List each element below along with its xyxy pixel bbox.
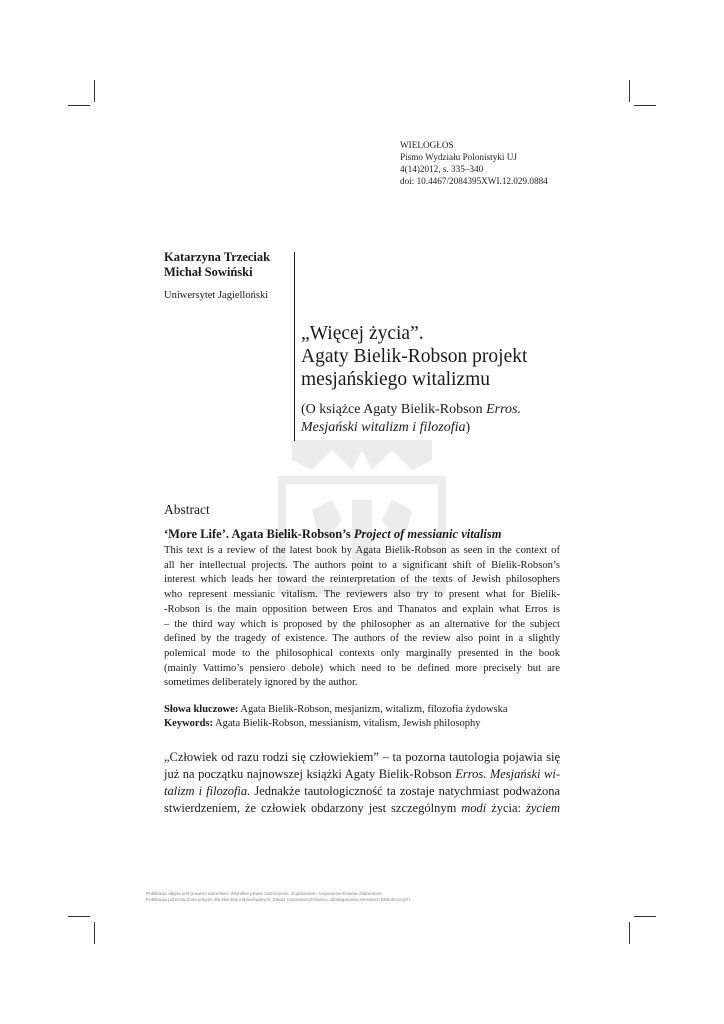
crop-mark [629, 922, 630, 944]
abstract-line: (mainly Vattimo’s pensiero debole) which need to be defined more precisely but are [164, 662, 560, 674]
abstract-body [164, 544, 560, 691]
body-italic-span: modi [461, 801, 487, 815]
title-line: mesjańskiego witalizmu [301, 369, 491, 390]
title-divider [294, 252, 295, 441]
abstract-line: interest which leads her toward the reinterpretation of the texts of Jewish philosophers [164, 574, 560, 586]
author-list [164, 250, 270, 280]
abstract-title [164, 527, 501, 542]
journal-doi: doi: 10.4467/2084395XWI.12.029.0884 [400, 176, 548, 186]
body-text-span: już na początku najnowszej książki Agaty Bielik-Robson [164, 767, 456, 781]
abstract-line: who represent messianic vitalism. The reviewers also try to present what for Bielik- [164, 589, 560, 601]
article-subtitle [301, 401, 521, 436]
crop-mark [68, 105, 90, 106]
copyright-footer [146, 891, 411, 903]
journal-publisher: Pismo Wydziału Polonistyki UJ [400, 152, 517, 162]
subtitle-text: ) [465, 419, 471, 435]
body-italic-span: talizm i filozofia. [164, 784, 251, 798]
abstract-line: – the third way which is proposed by the philosopher as an alternative for the subject [164, 618, 560, 630]
body-text [164, 749, 560, 817]
crop-mark [629, 80, 630, 102]
abstract-heading: Abstract [164, 502, 210, 517]
abstract-line: sometimes deliberately ignored by the author. [164, 677, 358, 689]
body-line [164, 766, 560, 783]
keywords-en [164, 717, 508, 731]
body-text-span: życia: [486, 801, 526, 815]
abstract-title-text: ‘More Life’. Agata Bielik-Robson’s [164, 527, 354, 541]
crop-mark [94, 80, 95, 102]
title-line: „Więcej życia”. [301, 323, 424, 344]
crop-mark [68, 916, 90, 917]
body-italic-span: Erros. Mesjański wi- [455, 767, 561, 781]
subtitle-book-title: Mesjański witalizm i filozofia [301, 419, 466, 435]
journal-info [400, 139, 548, 187]
abstract-line: defined by the tragedy of existence. The authors of the review also point in a slightly [164, 633, 560, 645]
author-name: Michał Sowiński [164, 265, 253, 279]
body-line [164, 800, 560, 817]
crop-mark [634, 105, 656, 106]
subtitle-text: (O książce Agaty Bielik-Robson [301, 402, 487, 417]
abstract-line: This text is a review of the latest book by Agata Bielik-Robson as seen in the context of [164, 545, 560, 556]
keywords-en-label: Keywords: [164, 718, 213, 729]
keywords-pl-label: Słowa kluczowe: [164, 704, 239, 715]
keywords-pl [164, 703, 508, 717]
title-line: Agaty Bielik-Robson projekt [301, 346, 528, 367]
body-line [164, 749, 560, 766]
affiliation: Uniwersytet Jagielloński [164, 290, 269, 301]
abstract-line: polemical mode to the philosophical contexts only marginally presented in the book [164, 647, 560, 659]
body-italic-span: życiem [525, 801, 560, 815]
journal-name: WIELOGŁOS [400, 140, 454, 150]
copyright-line: Publikacja przeznaczona jedynie dla klientów indywidualnych. Zakaz rozpowszechniania i udostępniania serwisach bibliotecznych. [146, 897, 412, 902]
abstract-line: -Robson is the main opposition between Eros and Thanatos and explain what Erros is [164, 603, 560, 615]
copyright-line: Publikacja objęta jest prawem autorskim. Wszelkie prawa zastrzeżone. Kopiowanie i rozpowszechnianie zabronione. [146, 891, 383, 896]
body-text-span: stwierdzeniem, że człowiek obdarzony jest szczególnym [164, 801, 462, 815]
keywords-block [164, 703, 508, 731]
crop-mark [94, 922, 95, 944]
abstract-title-italic: Project of messianic vitalism [353, 527, 502, 541]
body-text-span: Jednakże tautologiczność ta zostaje natychmiast podważona [250, 784, 560, 798]
subtitle-book-title: Erros. [486, 402, 521, 417]
body-line [164, 783, 560, 800]
crop-mark [634, 916, 656, 917]
abstract-line: all her intellectual projects. The authors point to a significant shift of Bielik-Robson’s [164, 559, 560, 571]
article-title [301, 322, 527, 391]
body-text-span: „Człowiek od razu rodzi się człowiekiem” – ta pozorna tautologia pojawia się [164, 750, 560, 764]
keywords-pl-value: Agata Bielik-Robson, mesjanizm, witalizm, filozofia żydowska [238, 704, 508, 715]
author-name: Katarzyna Trzeciak [164, 250, 271, 264]
journal-issue: 4(14)2012, s. 335–340 [400, 164, 484, 174]
keywords-en-value: Agata Bielik-Robson, messianism, vitalism, Jewish philosophy [213, 718, 481, 729]
